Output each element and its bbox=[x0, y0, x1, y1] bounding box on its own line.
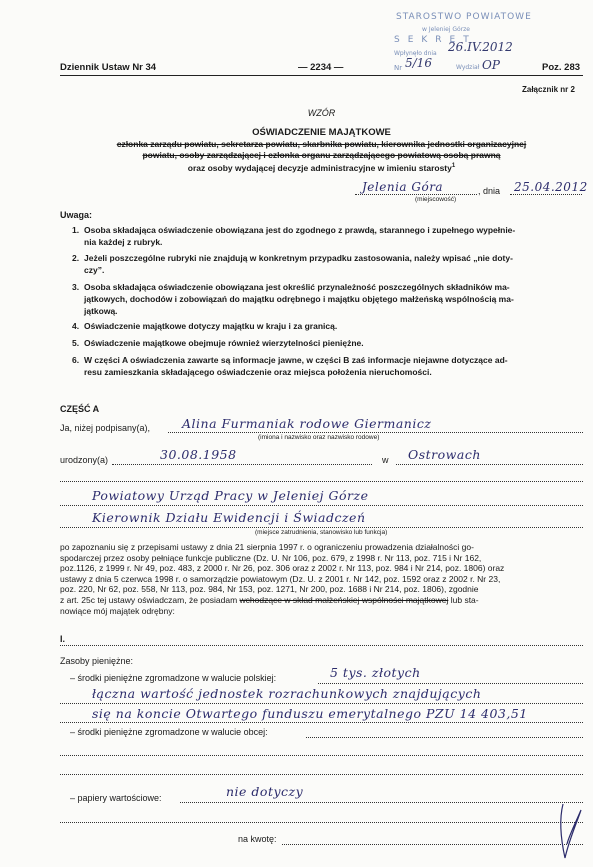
declarant-label: Ja, niżej podpisany(a), bbox=[60, 423, 151, 433]
stamp-office: STAROSTWO POWIATOWE bbox=[396, 12, 532, 22]
title-line-3-text: oraz osoby wydającej decyzje administracyjne w imieniu starosty bbox=[187, 162, 452, 173]
stamp-handwritten-date: 26.IV.2012 bbox=[448, 40, 513, 54]
date-dotted-line bbox=[510, 194, 582, 195]
legal-paragraph bbox=[60, 542, 590, 616]
legal-line-6 bbox=[60, 595, 590, 606]
employer-line-1 bbox=[60, 505, 583, 506]
title-struck-line-2: powiatu, osoby zarządzającej i członka organu zarządzającego powiatową osobą prawną bbox=[142, 150, 501, 160]
place-dotted-line bbox=[355, 194, 477, 195]
section-1-label: I. bbox=[60, 634, 66, 644]
born-date-line bbox=[112, 464, 372, 465]
legal-line-6-end: lub sta- bbox=[450, 594, 479, 605]
note-1-line-1: Osoba składająca oświadczenie obowiązana jest do zgodnego z prawdą, starannego i zupełnego wypełnie- bbox=[84, 225, 516, 235]
pln-label: – środki pieniężne zgromadzone w walucie polskiej: bbox=[70, 673, 277, 683]
fx-line-2 bbox=[60, 755, 583, 756]
employer-blank-line bbox=[60, 481, 583, 482]
declarant-name-caption: (imiona i nazwisko oraz nazwisko rodowe) bbox=[258, 434, 380, 441]
securities-line-1 bbox=[180, 802, 583, 803]
stamp-unit-label: Wydział bbox=[456, 64, 480, 71]
note-2-number: 2. bbox=[72, 253, 80, 263]
part-a-label: CZĘŚĆ A bbox=[60, 404, 100, 414]
legal-line-2: spodarczej przez osoby pełniące funkcje publiczne (Dz. U. Nr 106, poz. 679, z 1998 r. Nr 113, poz. 715 i Nr 162, bbox=[60, 552, 482, 563]
securities-label: – papiery wartościowe: bbox=[70, 793, 162, 803]
born-in-label: w bbox=[382, 455, 389, 465]
employer-value-line-1: Powiatowy Urząd Pracy w Jeleniej Górze bbox=[92, 488, 369, 503]
securities-value: nie dotyczy bbox=[226, 784, 304, 799]
employer-line-2 bbox=[60, 527, 583, 528]
amount-line bbox=[282, 844, 583, 845]
title-struck-line-1: członka zarządu powiatu, sekretarza powiatu, skarbnika powiatu, kierownika jednostki organizacyjnej bbox=[116, 139, 527, 149]
place-caption: (miejscowość) bbox=[415, 196, 457, 203]
note-2-line-2: czy”. bbox=[84, 265, 105, 275]
note-4-number: 4. bbox=[72, 321, 80, 331]
header-rule bbox=[60, 75, 583, 76]
stamp-department: SEKRET bbox=[394, 35, 477, 45]
stamp-handwritten-unit: OP bbox=[482, 58, 500, 72]
born-label: urodzony(a) bbox=[60, 455, 109, 465]
note-1-number: 1. bbox=[72, 225, 80, 235]
legal-line-7: nowiące mój majątek odrębny: bbox=[60, 605, 175, 616]
declarant-name-value: Alina Furmaniak rodowe Giermanicz bbox=[182, 416, 432, 431]
note-3-line-3: jątkową. bbox=[84, 306, 118, 316]
wzor-label: WZÓR bbox=[307, 108, 336, 118]
footnote-marker: 1 bbox=[451, 163, 456, 169]
page-number: — 2234 — bbox=[298, 62, 344, 73]
legal-line-4: ustawy z dnia 5 czerwca 1998 r. o samorządzie powiatowym (Dz. U. z 2001 r. Nr 142, poz. 1592 oraz z 2002 r. Nr 23, bbox=[60, 573, 501, 584]
legal-line-6-text: z art. 25c tej ustawy oświadczam, że posiadam bbox=[60, 594, 238, 605]
note-5-number: 5. bbox=[72, 338, 80, 348]
note-6-line-1: W części A oświadczenia zawarte są informacje jawne, w części B zaś informacje niejawne dotyczące ad- bbox=[84, 355, 508, 365]
legal-line-5: poz. 220, Nr 62, poz. 558, Nr 113, poz. 984, Nr 153, poz. 1271, Nr 200, poz. 1688 i Nr 214, poz. 1806), zgodnie bbox=[60, 584, 479, 595]
date-value: 25.04.2012 bbox=[514, 180, 588, 194]
date-label: , dnia bbox=[478, 186, 501, 196]
page-title: OŚWIADCZENIE MAJĄTKOWE bbox=[252, 127, 391, 138]
stamp-received-label: Wpłynęło dnia bbox=[394, 50, 437, 57]
note-6-number: 6. bbox=[72, 355, 80, 365]
pln-line-1 bbox=[318, 683, 583, 684]
note-3-line-1: Osoba składająca oświadczenie obowiązana jest określić przynależność poszczególnych składników ma- bbox=[84, 282, 510, 292]
fx-line-3 bbox=[60, 774, 583, 775]
note-3-number: 3. bbox=[72, 282, 80, 292]
stamp-city: w Jeleniej Górze bbox=[422, 26, 470, 33]
place-value: Jelenia Góra bbox=[362, 180, 444, 194]
employer-value-line-2: Kierownik Działu Ewidencji i Świadczeń bbox=[92, 510, 366, 525]
note-5-line-1: Oświadczenie majątkowe obejmuje również wierzytelności pieniężne. bbox=[84, 338, 364, 348]
note-3-line-2: jątkowych, dochodów i zobowiązań do majątku odrębnego i majątku objętego małżeńską wspólnością ma- bbox=[84, 294, 514, 304]
title-line-3 bbox=[60, 161, 583, 173]
born-date-value: 30.08.1958 bbox=[160, 447, 237, 462]
fx-label: – środki pieniężne zgromadzone w walucie obcej: bbox=[70, 727, 268, 737]
pln-value: 5 tys. złotych bbox=[330, 665, 421, 680]
amount-label: na kwotę: bbox=[238, 834, 277, 844]
born-place-value: Ostrowach bbox=[408, 447, 481, 462]
pln-line-2 bbox=[60, 703, 583, 704]
fx-line-1 bbox=[306, 737, 583, 738]
employer-caption: (miejsce zatrudnienia, stanowisko lub funkcja) bbox=[255, 529, 388, 536]
stamp-handwritten-number: 5/16 bbox=[405, 56, 432, 70]
legal-line-3: poz.1126, z 1999 r. Nr 49, poz. 483, z 2000 r. Nr 26, poz. 306 oraz z 2002 r. Nr 113, poz. 984 i Nr 214, poz. 1806) oraz bbox=[60, 563, 505, 574]
section-1-line bbox=[60, 645, 583, 646]
journal-title: Dziennik Ustaw Nr 34 bbox=[60, 62, 157, 73]
stamp-number-label: Nr bbox=[394, 64, 403, 72]
pln-line-3 bbox=[60, 722, 583, 723]
declarant-name-line bbox=[168, 432, 583, 433]
position-number: Poz. 283 bbox=[542, 62, 581, 73]
securities-line-2 bbox=[60, 822, 583, 823]
legal-line-1: po zapoznaniu się z przepisami ustawy z dnia 21 sierpnia 1997 r. o ograniczeniu prowadzenia działalności go- bbox=[60, 542, 474, 552]
note-2-line-1: Jeżeli poszczególne rubryki nie znajdują w konkretnym przypadku zastosowania, należy wpisać „nie doty- bbox=[84, 253, 513, 263]
note-1-line-2: nia każdej z rubryk. bbox=[84, 237, 163, 247]
margin-initials-mark bbox=[555, 800, 587, 862]
born-place-line bbox=[396, 464, 583, 465]
cash-heading: Zasoby pieniężne: bbox=[60, 656, 134, 666]
note-4-line-1: Oświadczenie majątkowe dotyczy majątku w kraju i za granicą. bbox=[84, 321, 338, 331]
annex-label: Załącznik nr 2 bbox=[522, 85, 575, 94]
notes-label: Uwaga: bbox=[60, 210, 93, 220]
legal-line-6-struck: wchodzące w skład małżeńskiej wspólności majątkowej bbox=[239, 594, 449, 605]
note-6-line-2: resu zamieszkania składającego oświadczenie oraz miejsca położenia nieruchomości. bbox=[84, 367, 432, 377]
pln-value-line-2: łączna wartość jednostek rozrachunkowych znajdujących bbox=[92, 686, 482, 701]
pln-value-line-3: się na koncie Otwartego funduszu emerytalnego PZU 14 403,51 bbox=[92, 706, 528, 721]
